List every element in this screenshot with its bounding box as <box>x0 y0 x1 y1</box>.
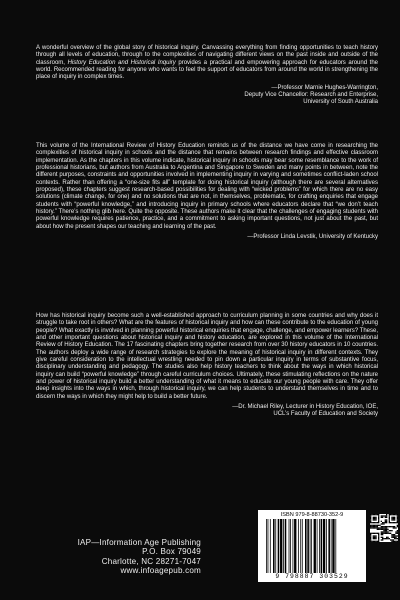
endorsement-3-attribution: —Dr. Michael Riley, Lecturer in History Education, IOE, UCL’s Faculty of Education and Society <box>232 404 378 418</box>
publisher-address-line1: P.O. Box 79049 <box>142 547 201 557</box>
endorsement-3 <box>36 313 378 419</box>
endorsement-3-text: How has historical inquiry become such a well-established approach to curriculum planning in some countries and why does it struggle to take root in others? What are the features of historical inquiry and how can these contribute to the education of young people? What exactly is involved in planning powerful historical enquiries that engage, challenge, and empower learners? These, and other important questions about historical inquiry and history education, are explored in this volume of the International Review of History Education. The 17 fascinating chapters bring together research from over 30 history educators in 10 countries. The authors deploy a wide range of research strategies to explore the meaning of historical inquiry in different contexts. They give careful consideration to the intellectual wrestling needed to pin down a particular inquiry in terms of substantive focus, disciplinary understanding and pedagogy. The studies also help history teachers to think about the ways in which historical inquiry can build “powerful knowledge” through careful curriculum choices. Ultimately, these stimulating reflections on the nature and power of historical inquiry build a better understanding of what it means to educate our young people with care. They offer deep insights into the ways in which, through historical inquiry, we can help students to understand themselves in time and to discern the ways in which they might help to build a better future. <box>36 313 378 400</box>
publisher-address-line2: Charlotte, NC 28271-7047 <box>101 556 201 566</box>
book-title: History Education and Historical Inquiry <box>67 59 176 66</box>
endorsement-1-attribution: —Professor Marnie Hughes-Warrington, Deputy Vice Chancellor: Research and Enterprise, University of South Australia <box>244 84 378 106</box>
endorsement-2 <box>36 143 378 241</box>
endorsement-1-text: A wonderful overview of the global story of historical inquiry. Canvassing everything from finding opportunities to teach history through all levels of education, through to the complexities of navigating different views on the past inside and outside of the classroom, History Education and Historical Inquiry provides a practical and empowering approach for educators around the world. Recommended reading for anyone who wants to feel the support of educators from around the world in strengthening the place of inquiry in complex times. <box>36 45 378 81</box>
publisher-name: IAP—Information Age Publishing <box>77 538 201 547</box>
barcode-icon <box>264 519 360 573</box>
barcode-digits: 9 798887 303529 <box>275 573 349 580</box>
endorsement-1 <box>36 45 378 107</box>
publisher-website: www.infoagepub.com <box>120 566 201 576</box>
publisher-info <box>36 538 201 576</box>
isbn-barcode <box>258 510 366 582</box>
isbn-label: ISBN 979-8-88730-352-9 <box>280 512 344 518</box>
endorsement-2-text: This volume of the International Review of History Education reminds us of the distance we have come in researching the complexities of historical inquiry in schools and the distance that remains between research findings and effective classroom implementation. As the chapters in this volume indicate, historical inquiry in schools may bear some resemblance to the work of professional historians, but authors from Australia to Argentina and Singapore to Sweden and many points in between, note the different purposes, constraints and opportunities involved in implementing inquiry in varying and sometimes conflict-laden school contexts. Rather than offering a “one-size fits all” template for doing historical inquiry (although there are several alternatives proposed), these chapters suggest research-based possibilities for dealing with “wicked problems” for which there are no easy solutions (climate change, for one) and no solutions that are not, in themselves, problematic, for crafting enquiries that engage students with “powerful knowledge,” and introducing inquiry in primary schools where educators declare that “we don’t teach history.” There’s nothing glib here. Quite the opposite. These authors make it clear that the challenges of engaging students with powerful knowledge requires patience, practice, and a commitment to asking important questions, not just about the past, but about how the present shapes our teaching and learning of the past. <box>36 143 378 230</box>
endorsement-2-attribution: —Professor Linda Levstik, University of Kentucky <box>247 234 378 241</box>
qr-code-icon <box>370 514 398 542</box>
